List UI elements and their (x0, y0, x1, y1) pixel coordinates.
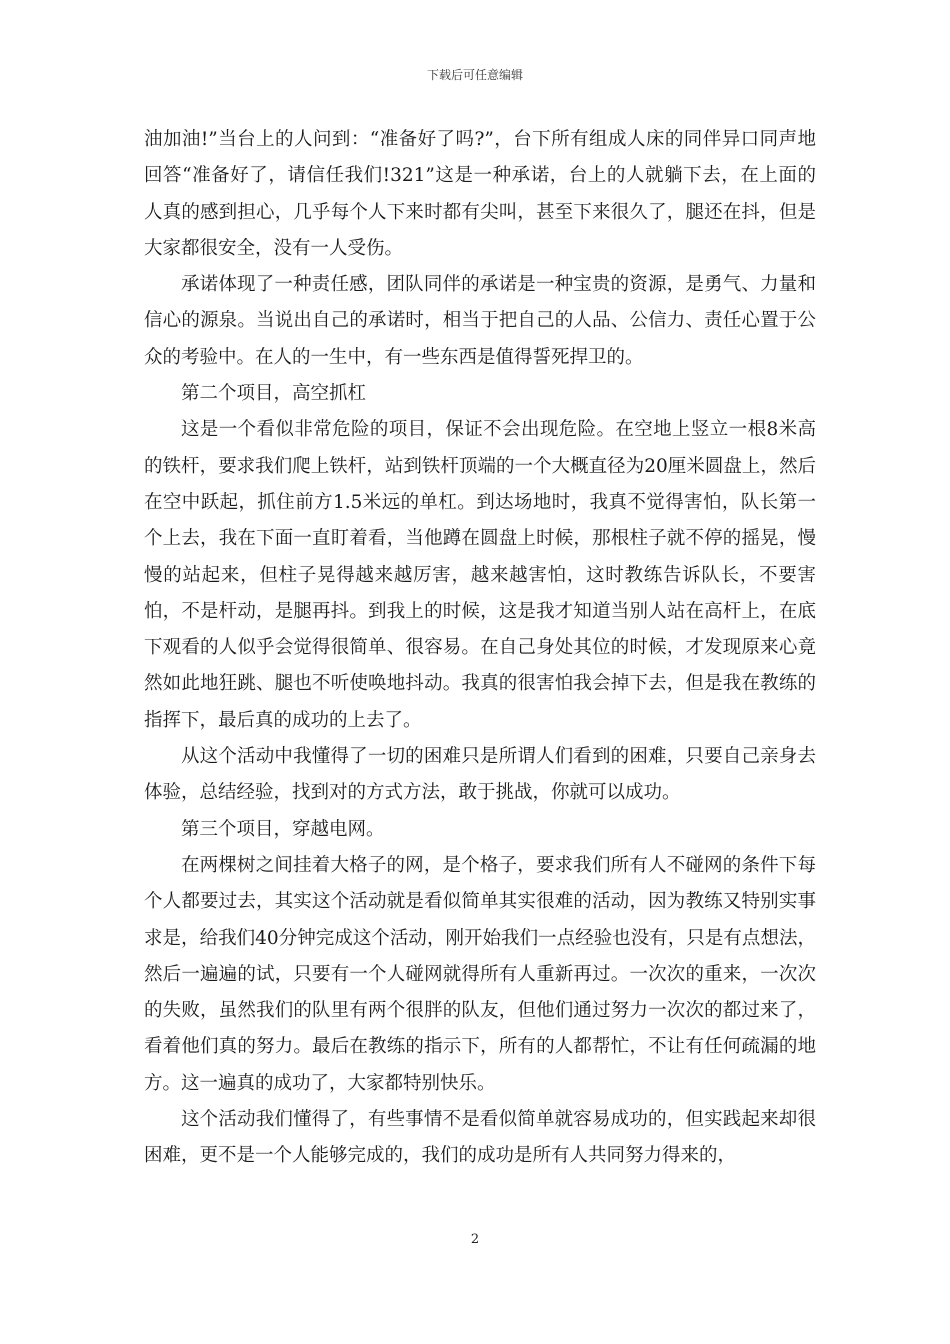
document-body (144, 122, 816, 1175)
page-header: 下载后可任意编辑 (426, 68, 523, 82)
paragraph-4: 从这个活动中我懂得了一切的困难只是所谓人们看到的困难，只要自己亲身去体验，总结经验，找到对的方式方法，敢于挑战，你就可以成功。 (144, 746, 816, 804)
paragraph-6: 这个活动我们懂得了，有些事情不是看似简单就容易成功的，但实践起来却很困难，更不是一个人能够完成的，我们的成功是所有人共同努力得来的， (144, 1109, 816, 1167)
paragraph-2: 承诺体现了一种责任感，团队同伴的承诺是一种宝贵的资源，是勇气、力量和信心的源泉。当说出自己的承诺时，相当于把自己的人品、公信力、责任心置于公众的考验中。在人的一生中，有一些东西是值得誓死捍卫的。 (144, 274, 816, 368)
paragraph-1: 油加油!”当台上的人问到：“准备好了吗?”，台下所有组成人床的同伴异口同声地回答“准备好了，请信任我们!321”这是一种承诺，台上的人就躺下去，在上面的人真的感到担心，几乎每个人下来时都有尖叫，甚至下来很久了，腿还在抖，但是大家都很安全，没有一人受伤。 (144, 129, 816, 259)
section-heading-2: 第二个项目，高空抓杠 (181, 383, 367, 405)
paragraph-3: 这是一个看似非常危险的项目，保证不会出现危险。在空地上竖立一根8米高的铁杆，要求我们爬上铁杆，站到铁杆顶端的一个大概直径为20厘米圆盘上，然后在空中跃起，抓住前方1.5米远的单杠。到达场地时，我真不觉得害怕，队长第一个上去，我在下面一直盯着看，当他蹲在圆盘上时候，那根柱子就不停的摇晃，慢慢的站起来，但柱子晃得越来越厉害，越来越害怕，这时教练告诉队长，不要害怕，不是杆动，是腿再抖。到我上的时候，这是我才知道当别人站在高杆上，在底下观看的人似乎会觉得很简单、很容易。在自己身处其位的时候，才发现原来心竟然如此地狂跳、腿也不听使唤地抖动。我真的很害怕我会掉下去，但是我在教练的指挥下，最后真的成功的上去了。 (144, 419, 816, 731)
paragraph-5: 在两棵树之间挂着大格子的网，是个格子，要求我们所有人不碰网的条件下每个人都要过去，其实这个活动就是看似简单其实很难的活动，因为教练又特别实事求是，给我们40分钟完成这个活动，刚开始我们一点经验也没有，只是有点想法，然后一遍遍的试，只要有一个人碰网就得所有人重新再过。一次次的重来，一次次的失败，虽然我们的队里有两个很胖的队友，但他们通过努力一次次的都过来了，看着他们真的努力。最后在教练的指示下，所有的人都帮忙，不让有任何疏漏的地方。这一遍真的成功了，大家都特别快乐。 (144, 854, 816, 1094)
section-heading-3: 第三个项目，穿越电网。 (181, 818, 385, 840)
page-number: 2 (470, 1232, 480, 1247)
